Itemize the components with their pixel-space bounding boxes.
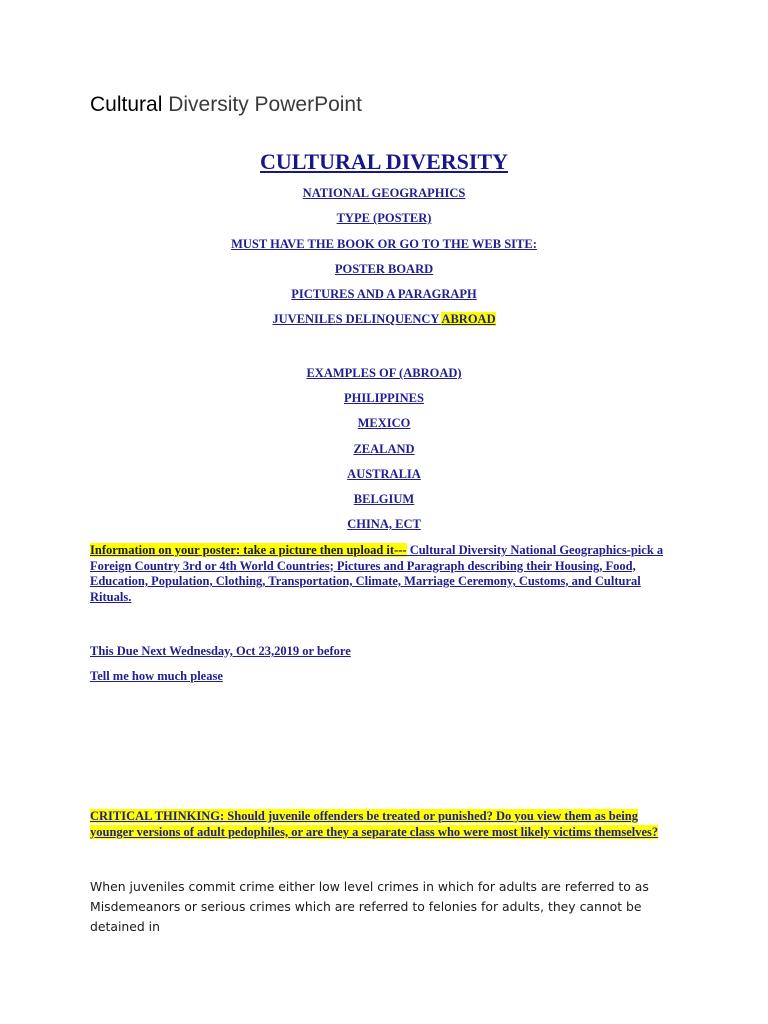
due-date: This Due Next Wednesday, Oct 23,2019 or before [90, 644, 351, 658]
document-title [90, 93, 362, 117]
poster-info-paragraph [90, 543, 680, 605]
poster-info-text: Cultural Diversity National Geographics-pick a Foreign Country 3rd or 4th World Countries; Pictures and Paragraph describing their Housing, Food, Education, Population, Clothing, Transportation, Climate, Marriage Ceremony, Customs, and Cultural Rituals. [90, 543, 664, 604]
assignment-line: TYPE (POSTER) [336, 211, 432, 225]
poster-info-highlight: Information on your poster: take a picture then upload it--- [90, 543, 407, 557]
assignment-heading: CULTURAL DIVERSITY [260, 149, 508, 174]
examples-heading: EXAMPLES OF (ABROAD) [306, 366, 462, 380]
example-item: MEXICO [357, 416, 411, 430]
tell-me-line: Tell me how much please [90, 669, 223, 683]
critical-thinking-text: CRITICAL THINKING: Should juvenile offenders be treated or punished? Do you view them as being younger versions of adult pedophiles, or are they a separate class who were most likely victims themselves? [90, 809, 659, 839]
example-item: CHINA, ECT [347, 517, 421, 531]
example-item: AUSTRALIA [347, 467, 421, 481]
assignment-line: NATIONAL GEOGRAPHICS [302, 186, 466, 200]
assignment-line: PICTURES AND A PARAGRAPH [291, 287, 477, 301]
topic-highlight: ABROAD [441, 312, 496, 326]
assignment-line: POSTER BOARD [334, 262, 434, 276]
body-paragraph: When juveniles commit crime either low level crimes in which for adults are referred to as Misdemeanors or serious crimes which are referred to felonies for adults, they cannot be detained in [90, 879, 649, 934]
topic-line [0, 312, 768, 327]
critical-thinking-paragraph [90, 809, 680, 840]
assignment-line: MUST HAVE THE BOOK OR GO TO THE WEB SITE: [231, 237, 537, 251]
example-item: BELGIUM [353, 492, 415, 506]
document-title-part1: Cultural [90, 93, 163, 116]
document-title-part2: Diversity PowerPoint [162, 93, 362, 116]
example-item: PHILIPPINES [344, 391, 424, 405]
example-item: ZEALAND [353, 442, 415, 456]
topic-prefix: JUVENILES DELINQUENCY [272, 312, 442, 326]
